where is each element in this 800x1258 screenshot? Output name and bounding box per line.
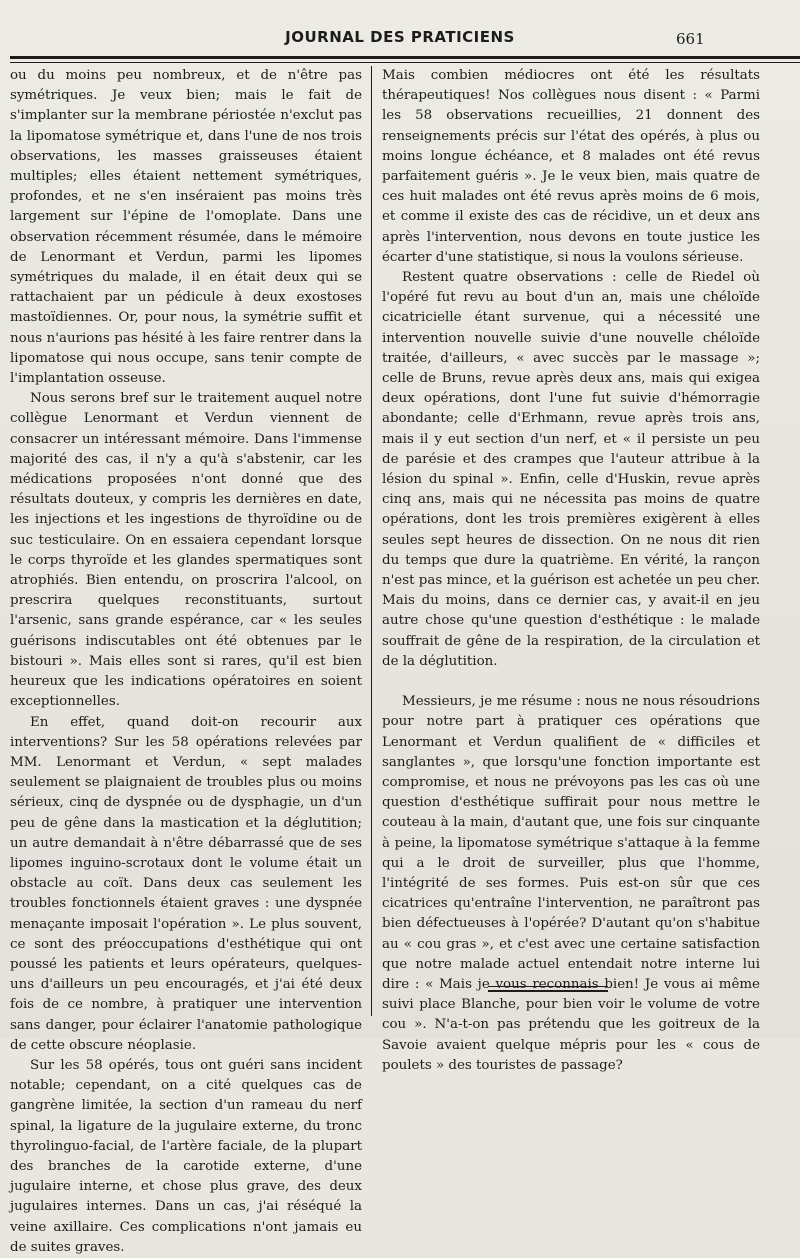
- left-paragraph-3: En effet, quand doit-on recourir aux interventions? Sur les 58 opérations relevées par MM. Lenormant et Verdun, « sept malades seulement se plaignaient de troubles plus ou moins sérieux, cinq de dyspnée ou de dysphagie, un d'un peu de gêne dans la mastication et la déglutition; un autre demandait à n'être débarrassé que de ses lipomes inguino-scrotaux dont le volume était un obstacle au coït. Dans deux cas seulement les troubles fonctionnels étaient graves : une dyspnée menaçante imposait l'opération ». Le plus souvent, ce sont des préoccupations d'esthétique qui ont poussé les patients et leurs opérateurs, quelques-uns d'ailleurs un peu encouragés, et j'ai été deux fois de ce nombre, à pratiquer une intervention sans danger, pour éclairer l'anatomie pathologique de cette obscure néoplasie.: [10, 714, 362, 1053]
- right-paragraph-3: Messieurs, je me résume : nous ne nous résoudrions pour notre part à pratiquer ces opérations que Lenormant et Verdun qualifient de « difficiles et sanglantes », que lorsqu'une fonction importante est compromise, et nous ne prévoyons pas les cas où une question d'esthétique suffirait pour nous mettre le couteau à la main, d'autant que, une fois sur cinquante à peine, la lipomatose symétrique s'attaque à la femme qui a le droit de surveiller, plus que l'homme, l'intégrité de ses formes. Puis est-on sûr que ces cicatrices qu'entraîne l'intervention, ne paraîtront pas bien défectueuses à l'opérée? D'autant qu'on s'habitue au « cou gras », et c'est avec une certaine satisfaction que notre malade actuel entendait notre interne lui dire : « Mais je vous reconnais bien! Je vous ai même suivi place Blanche, pour bien voir le volume de votre cou ». N'a-t-on pas prétendu que les goitreux de la Savoie avaient quelque mépris pour les « cous de poulets » des touristes de passage?: [382, 694, 760, 1073]
- journal-title: JOURNAL DES PRATICIENS: [285, 28, 515, 46]
- left-paragraph-4: Sur les 58 opérés, tous ont guéri sans incident notable; cependant, on a cité quelques cas de gangrène limitée, la section d'un rameau du nerf spinal, la ligature de la jugulaire externe, du tronc thyrolinguo-facial, de l'artère faciale, de la plupart des branches de la carotide externe, d'une jugulaire interne, et chose plus grave, des deux jugulaires internes. Dans un cas, j'ai réséqué la veine axillaire. Ces complications n'ont jamais eu de suites graves.: [10, 1057, 362, 1255]
- right-paragraph-1: Mais combien médiocres ont été les résultats thérapeutiques! Nos collègues nous disent : « Parmi les 58 observations recueillies, 21 donnent des renseignements précis sur l'état des opérés, à plus ou moins longue échéance, et 8 malades ont été revus parfaitement guéris ». Je le veux bien, mais quatre de ces huit malades ont été revus après moins de 6 mois, et comme il existe des cas de récidive, un et deux ans après l'intervention, nous devons en toute justice les écarter d'une statistique, si nous la voulons sérieuse.: [382, 68, 760, 265]
- left-paragraph-2: Nous serons bref sur le traitement auquel notre collègue Lenormant et Verdun viennent de consacrer un intéressant mémoire. Dans l'immense majorité des cas, il n'y a qu'à s'abstenir, car les médications proposées n'ont donné que des résultats douteux, y compris les dernières en date, les injections et les ingestions de thyroïdine ou de suc testiculaire. On en essaiera cependant lorsque le corps thyroïde et les glandes spermatiques sont atrophiés. Bien entendu, on proscrira l'alcool, on prescrira quelques reconstituants, surtout l'arsenic, sans grande espérance, car « les seules guérisons indiscutables ont été obtenues par le bistouri ». Mais elles sont si rares, qu'il est bien heureux que les indications opératoires en soient exceptionnelles.: [10, 391, 362, 710]
- running-header: [0, 28, 800, 50]
- page-number: 661: [676, 30, 705, 48]
- header-rule-thick: [10, 56, 800, 59]
- header-rule-thin: [10, 62, 800, 63]
- end-rule-thick: [488, 990, 608, 992]
- left-paragraph-1: ou du moins peu nombreux, et de n'être pas symétriques. Je veux bien; mais le fait de s'implanter sur la membrane périostée n'exclut pas la lipomatose symétrique et, dans l'une de nos trois observations, les masses graisseuses étaient multiples; elles étaient nettement symétriques, profondes, et ne s'en inséraient pas moins très largement sur l'épine de l'omoplate. Dans une observation récemment résumée, dans le mémoire de Lenormant et Verdun, parmi les lipomes symétriques du malade, il en était deux qui se rattachaient par un pédicule à deux exostoses mastoïdiennes. Or, pour nous, la symétrie suffit et nous n'aurions pas hésité à les faire rentrer dans la lipomatose qui nous occupe, sans tenir compte de l'implantation osseuse.: [10, 68, 362, 387]
- end-rule-thin: [488, 986, 608, 987]
- left-column: [10, 66, 362, 1258]
- right-paragraph-2: Restent quatre observations : celle de Riedel où l'opéré fut revu au bout d'un an, mais une chéloïde cicatricielle étant survenue, qui a nécessité une intervention nouvelle suivie d'une nouvelle chéloïde traitée, d'ailleurs, « avec succès par le massage »; celle de Bruns, revue après deux ans, mais qui exigea deux opérations, dont l'une fut suivie d'hémorragie abondante; celle d'Erhmann, revue après trois ans, mais il y eut section d'un nerf, et « il persiste un peu de parésie et des crampes que l'auteur attribue à la lésion du spinal ». Enfin, celle d'Huskin, revue après cinq ans, mais qui ne nécessita pas moins de quatre opérations, dont les trois premières exigèrent à elles seules sept heures de dissection. On ne nous dit rien du temps que dure la quatrième. En vérité, la rançon n'est pas mince, et la guérison est achetée un peu cher. Mais du moins, dans ce dernier cas, y avait-il en jeu autre chose qu'une question d'esthétique : le malade souffrait de gêne de la respiration, de la circulation et de la déglutition.: [382, 270, 760, 669]
- right-column: [382, 66, 760, 1076]
- column-divider: [371, 66, 372, 1016]
